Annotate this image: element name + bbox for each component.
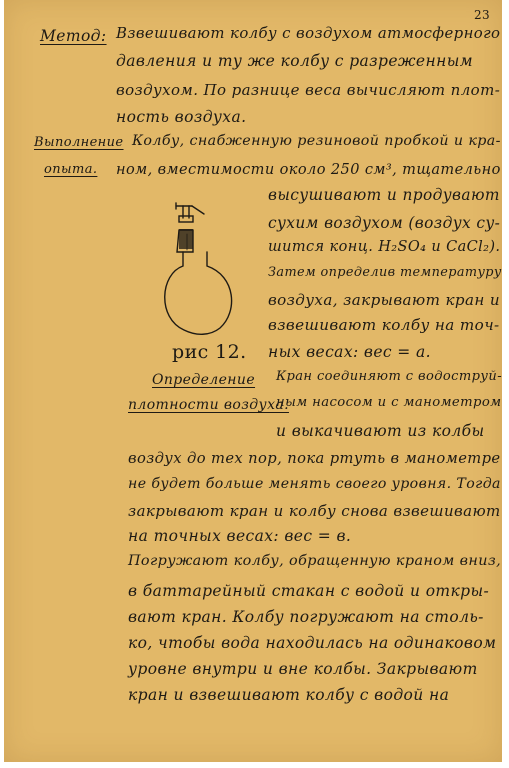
text-line: ном, вместимости около 250 см³, тщательно — [116, 161, 501, 178]
method-line: Взвешивают колбу с воздухом атмосферного — [116, 24, 501, 42]
text-line: в баттарейный стакан с водой и откры- — [128, 582, 490, 600]
method-line: давления и ту же колбу с разреженным — [116, 52, 473, 70]
text-line: и выкачивают из колбы — [276, 422, 485, 440]
method-label: Метод: — [40, 27, 107, 45]
text-line: вают кран. Колбу погружают на столь- — [128, 608, 484, 626]
text-line: Колбу, снабженную резиновой пробкой и кра- — [132, 133, 501, 149]
figure-title: плотности воздуха. — [128, 397, 289, 413]
execution-label: опыта. — [44, 162, 98, 177]
figure-caption: рис 12. — [172, 341, 247, 363]
text-line: шится конц. H₂SO₄ и CaCl₂). — [268, 239, 501, 255]
text-line: взвешивают колбу на точ- — [268, 316, 500, 334]
text-line: ных весах: вес = a. — [268, 343, 431, 361]
text-line: Погружают колбу, обращенную краном вниз, — [128, 553, 502, 569]
text-line: высушивают и продувают — [268, 186, 500, 204]
text-line: на точных весах: вес = в. — [128, 527, 352, 545]
text-line: воздуха, закрывают кран и — [268, 291, 501, 309]
text-line: закрывают кран и колбу снова взвешивают — [128, 502, 501, 520]
text-line: воздух до тех пор, пока ртуть в манометре — [128, 450, 501, 467]
text-line: уровне внутри и вне колбы. Закрывают — [128, 660, 478, 678]
page-number: 23 — [474, 8, 491, 22]
text-line: сухим воздухом (воздух су- — [268, 214, 501, 232]
text-line: ным насосом и с манометром — [276, 395, 502, 410]
method-line: воздухом. По разнице веса вычисляют плот- — [116, 81, 501, 99]
method-line: ность воздуха. — [116, 108, 247, 126]
manuscript-page — [4, 0, 502, 762]
execution-label: Выполнение — [34, 135, 124, 150]
text-line: Кран соединяют с водоструй- — [276, 369, 502, 384]
text-line: кран и взвешивают колбу с водой на — [128, 686, 450, 704]
text-line: Затем определив температуру — [268, 265, 502, 280]
flask-drawing-icon — [152, 200, 242, 345]
text-line: ко, чтобы вода находилась на одинаковом — [128, 634, 497, 652]
figure-title: Определение — [152, 372, 256, 388]
text-line: не будет больше менять своего уровня. Тогда — [128, 476, 501, 492]
